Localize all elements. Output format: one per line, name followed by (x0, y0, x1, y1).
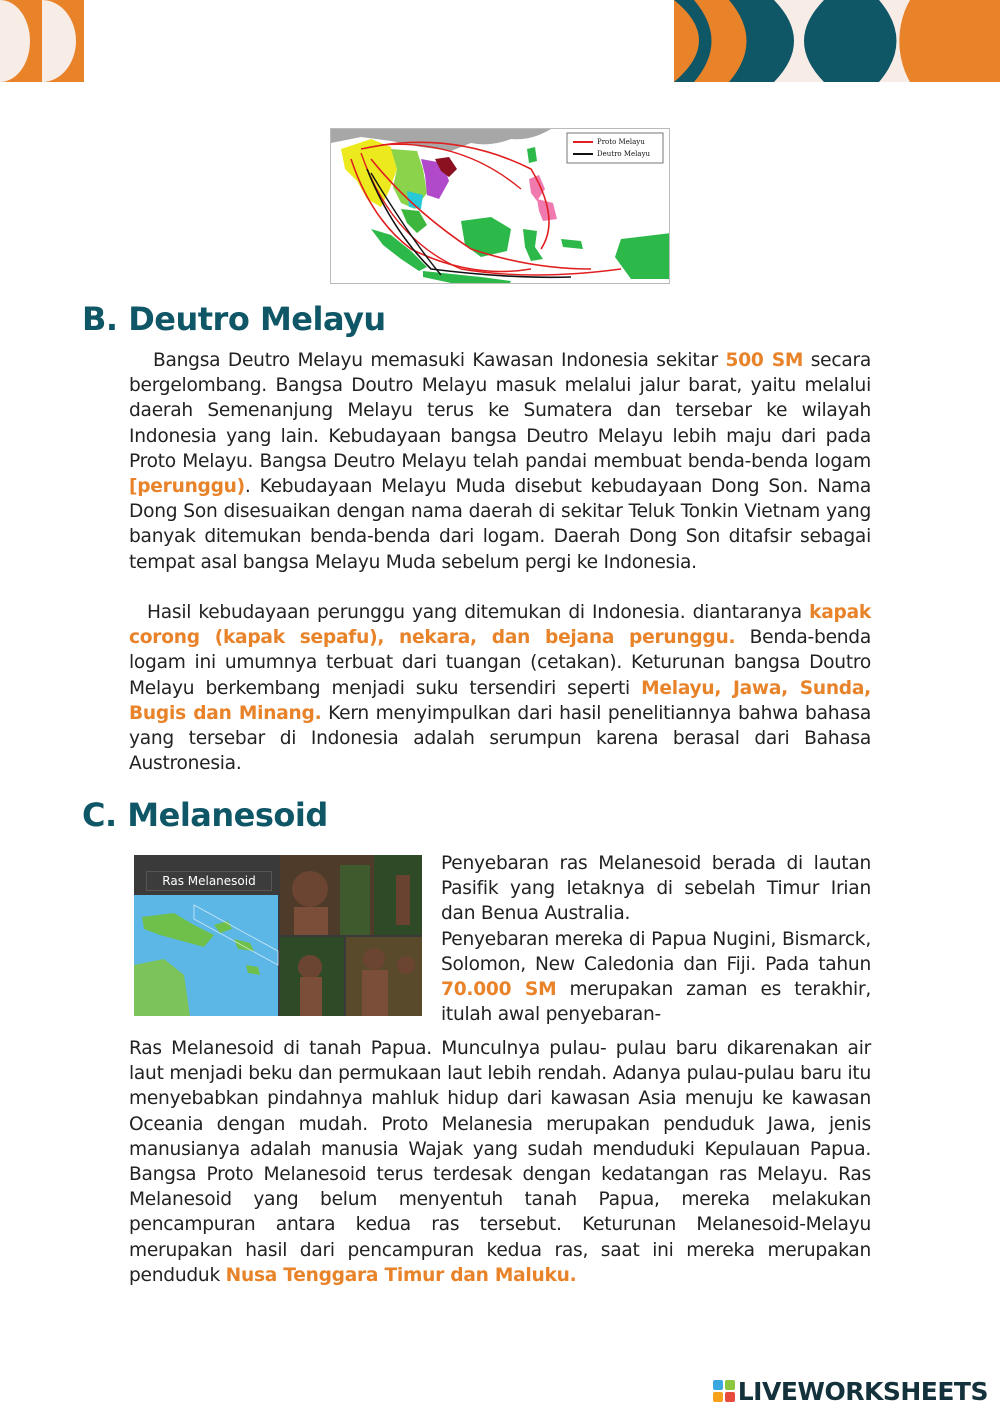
section-c-paragraph-2 (129, 1036, 871, 1288)
highlight-date: 500 SM (725, 350, 804, 371)
text-run: Ras Melanesoid di tanah Papua. Munculnya pulau- pulau baru dikarenakan air laut menjadi beku dan permukaan laut lebih rendah. Adanya pulau-pulau baru itu menyebabkan pindahnya mahluk hidup dari kawasan Asia menuju ke kawasan Oceania dengan mudah. Proto Melanesia merupakan penduduk Jawa, jenis manusianya adalah manusia Wajak yang sudah menduduki Kepulauan Papua. Bangsa Proto Melanesoid terus terdesak dengan kedatangan ras Melayu. Ras Melanesoid yang belum menyentuh tanah Papua, mereka melakukan pencampuran antara kedua ras tersebut. Keturunan Melanesoid-Melayu merupakan hasil dari pencampuran kedua ras, saat ini mereka merupakan penduduk (129, 1038, 871, 1286)
text-run: Penyebaran mereka di Papua Nugini, Bismarck, Solomon, New Caledonia dan Fiji. Pada tahun (441, 928, 871, 975)
highlight-artifacts: kapak corong (kapak sepafu), nekara, dan bejana perunggu. (129, 602, 871, 649)
text-run: merupakan zaman es terakhir, itulah awal penyebaran- (441, 979, 871, 1026)
text-run: secara bergelombang. Bangsa Doutro Melayu masuk melalui jalur barat, yaitu melalui daerah Semenanjung Melayu terus ke Sumatera dan tersebar ke wilayah Indonesia yang lain. Kebudayaan bangsa Deutro Melayu lebih maju dari pada Proto Melayu. Bangsa Deutro Melayu telah pandai membuat benda-benda logam (129, 350, 872, 472)
migration-map (330, 128, 670, 284)
highlight-date: 70.000 SM (441, 979, 557, 1001)
text-run: Hasil kebudayaan perunggu yang ditemukan di Indonesia. diantaranya (147, 602, 810, 623)
highlight-perunggu: [perunggu) (129, 476, 245, 498)
section-b-heading: B. Deutro Melayu (82, 300, 386, 338)
text-run: . Kebudayaan Melayu Muda disebut kebudayaan Dong Son. Nama Dong Son disesuaikan dengan nama daerah di sekitar Teluk Tonkin Vietnam yang banyak ditemukan benda-benda dari logam. Daerah Dong Son ditafsir sebagai tempat asal bangsa Melayu Muda sebelum pergi ke Indonesia. (129, 476, 871, 573)
section-c-paragraph-1 (441, 851, 871, 1027)
section-b-paragraph-1 (129, 348, 871, 575)
brand-name: LIVEWORKSHEETS (737, 1376, 988, 1406)
migration-map-drawing (331, 129, 670, 284)
text-run: Bangsa Deutro Melayu memasuki Kawasan Indonesia sekitar (153, 350, 726, 371)
legend-label-deutro: Deutro Melayu (597, 150, 651, 158)
text-run: Penyebaran ras Melanesoid berada di lautan Pasifik yang letaknya di sebelah Timur Irian dan Benua Australia. (441, 853, 871, 925)
highlight-region: Nusa Tenggara Timur dan Maluku. (225, 1264, 577, 1286)
header-decoration-right (674, 0, 1000, 82)
image-caption: Ras Melanesoid (146, 871, 272, 891)
text-block (441, 927, 871, 1028)
text-run: Kern menyimpulkan dari hasil penelitiannya bahwa bahasa yang tersebar di Indonesia adalah serumpun karena berasal dari Bahasa Austronesia. (129, 702, 871, 775)
liveworksheets-logo-icon (713, 1380, 735, 1402)
section-c-heading: C. Melanesoid (82, 796, 328, 834)
highlight-tribes: Melayu, Jawa, Sunda, Bugis dan Minang. (129, 677, 871, 724)
section-b-paragraph-2 (129, 600, 871, 776)
melanesoid-image (134, 855, 422, 1016)
text-run: Benda-benda logam ini umumnya terbuat dari tuangan (cetakan). Keturunan bangsa Doutro Melayu berkembang menjadi suku tersendiri seperti (129, 627, 871, 699)
header-decoration-left (0, 0, 84, 82)
liveworksheets-brand[interactable] (713, 1374, 988, 1408)
legend-label-proto: Proto Melayu (597, 138, 645, 146)
